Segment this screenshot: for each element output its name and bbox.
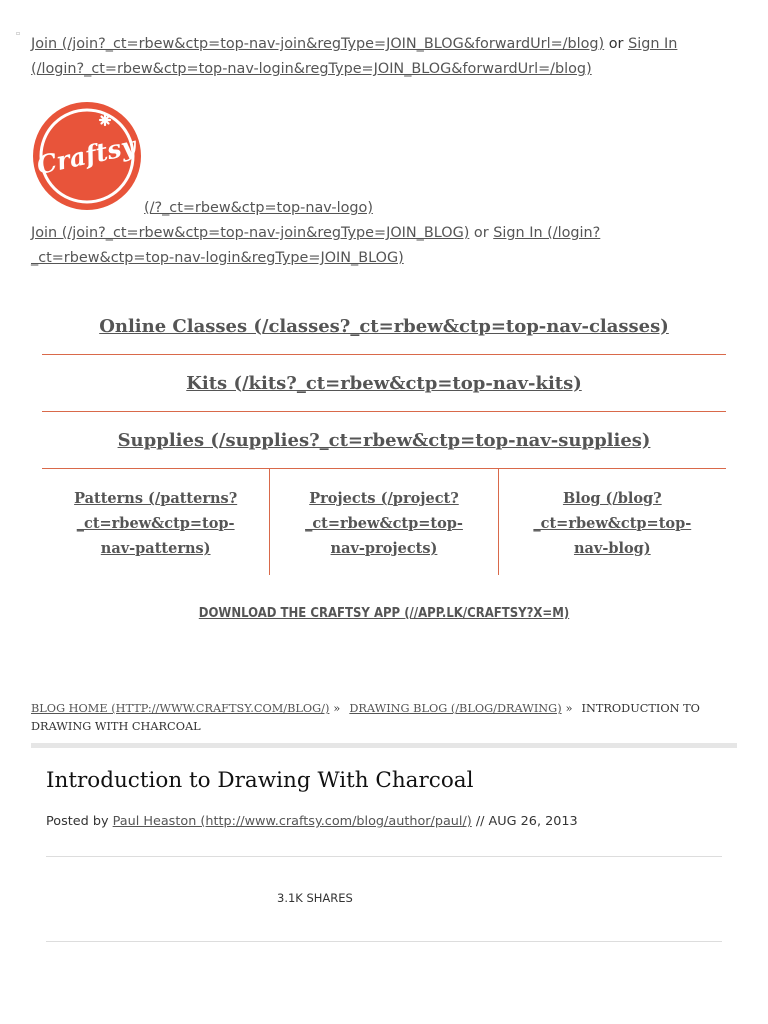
posted-by-label: Posted by	[46, 814, 109, 829]
join-link[interactable]: Join (/join?_ct=rbew&ctp=top-nav-join&regType=JOIN_BLOG&forwardUrl=/blog)	[31, 36, 605, 52]
author-link[interactable]: Paul Heaston (http://www.craftsy.com/blog/author/paul/)	[112, 814, 472, 829]
download-app-link[interactable]: DOWNLOAD THE CRAFTSY APP (//APP.LK/CRAFTSY?X=M)	[198, 606, 570, 621]
sign-in-link[interactable]: Sign In (/login?_ct=rbew&ctp=top-nav-login&regType=JOIN_BLOG&forwardUrl=/blog)	[31, 36, 678, 77]
nav-sub-row	[42, 469, 726, 575]
main-nav	[42, 298, 726, 575]
breadcrumb-drawing-blog[interactable]: DRAWING BLOG (/BLOG/DRAWING)	[349, 702, 562, 715]
nav-blog[interactable]: Blog (/blog?_ct=rbew&ctp=top-nav-blog)	[533, 490, 692, 557]
broken-image-icon: ▫	[16, 30, 21, 37]
breadcrumb-separator: »	[565, 702, 573, 715]
account-links	[31, 196, 731, 271]
article-title: Introduction to Drawing With Charcoal	[46, 768, 474, 793]
nav-online-classes[interactable]: Online Classes (/classes?_ct=rbew&ctp=top-nav-classes)	[99, 315, 669, 337]
header-account-links	[31, 32, 731, 82]
article-byline	[46, 814, 578, 829]
craftsy-logo-icon	[32, 101, 142, 211]
join-link-2[interactable]: Join (/join?_ct=rbew&ctp=top-nav-join&regType=JOIN_BLOG)	[31, 225, 470, 241]
download-app-banner	[0, 606, 768, 621]
article-date: // AUG 26, 2013	[475, 814, 578, 829]
nav-row-classes	[42, 298, 726, 355]
breadcrumb-blog-home[interactable]: BLOG HOME (HTTP://WWW.CRAFTSY.COM/BLOG/)	[31, 702, 330, 715]
sign-in-link-2[interactable]: Sign In (/login?_ct=rbew&ctp=top-nav-login&regType=JOIN_BLOG)	[31, 225, 601, 266]
nav-kits[interactable]: Kits (/kits?_ct=rbew&ctp=top-nav-kits)	[186, 372, 582, 394]
nav-patterns[interactable]: Patterns (/patterns?_ct=rbew&ctp=top-nav-patterns)	[74, 490, 238, 557]
nav-col-patterns	[42, 469, 269, 575]
section-divider-bar	[31, 743, 737, 748]
share-count: 3.1K SHARES	[277, 891, 353, 905]
or-text: or	[608, 36, 624, 52]
nav-row-kits	[42, 355, 726, 412]
nav-supplies[interactable]: Supplies (/supplies?_ct=rbew&ctp=top-nav-supplies)	[117, 429, 651, 451]
breadcrumb-separator: »	[333, 702, 341, 715]
nav-col-blog	[498, 469, 726, 575]
breadcrumb	[31, 700, 711, 736]
nav-col-projects	[269, 469, 497, 575]
or-text-2: or	[473, 225, 489, 241]
divider	[46, 856, 722, 857]
nav-row-supplies	[42, 412, 726, 469]
logo-home-link[interactable]: (/?_ct=rbew&ctp=top-nav-logo)	[144, 200, 373, 216]
logo-wordmark: Craftsy	[34, 130, 139, 181]
nav-projects[interactable]: Projects (/project?_ct=rbew&ctp=top-nav-projects)	[305, 490, 463, 557]
divider	[46, 941, 722, 942]
craftsy-logo[interactable]	[32, 101, 142, 211]
breadcrumb-current: INTRODUCTION TO DRAWING WITH CHARCOAL	[31, 702, 700, 733]
